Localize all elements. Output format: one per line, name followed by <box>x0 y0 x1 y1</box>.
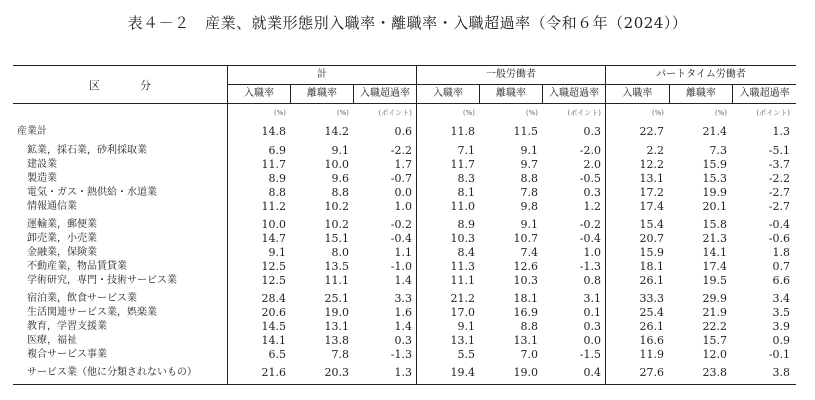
value-cell: -0.2 <box>579 218 601 231</box>
value-cell: 11.8 <box>450 125 475 138</box>
value-cell: 3.8 <box>772 366 790 379</box>
col-header: 入職超過率 <box>353 85 416 103</box>
value-cell: 10.0 <box>261 218 286 231</box>
row-label: 産業計 <box>17 126 47 137</box>
row-label: 金融業，保険業 <box>27 247 97 258</box>
group-header-total <box>227 66 416 103</box>
unit-cell: (%) <box>336 109 349 117</box>
row-label: 宿泊業，飲食サービス業 <box>27 293 137 304</box>
value-cell: 14.7 <box>261 232 286 245</box>
value-cell: 14.8 <box>261 125 286 138</box>
col-header: 入職率 <box>244 88 274 99</box>
value-cell: 11.1 <box>324 274 349 287</box>
data-table <box>13 65 796 385</box>
table-header <box>13 65 796 104</box>
value-cell: 8.8 <box>520 320 538 333</box>
unit-cell: (%) <box>651 109 664 117</box>
value-cell: 15.3 <box>702 172 727 185</box>
group-header-parttime <box>605 66 796 103</box>
unit-cell: (ポイント) <box>756 109 790 117</box>
group-name: 計 <box>228 66 416 85</box>
value-cell: 14.1 <box>261 334 286 347</box>
row-label: 電気・ガス・熱供給・水道業 <box>27 187 157 198</box>
value-cell: 0.7 <box>772 260 790 273</box>
table-row <box>13 292 796 306</box>
value-cell: 3.9 <box>772 320 790 333</box>
value-cell: 0.4 <box>583 366 601 379</box>
value-cell: -0.4 <box>768 218 790 231</box>
value-cell: 14.1 <box>702 246 727 259</box>
value-cell: -3.7 <box>768 158 790 171</box>
value-cell: 0.8 <box>583 274 601 287</box>
value-cell: 3.4 <box>772 292 790 305</box>
value-cell: 1.0 <box>394 200 412 213</box>
value-cell: 15.1 <box>324 232 349 245</box>
value-cell: 13.8 <box>324 334 349 347</box>
col-header: 入職率 <box>433 88 463 99</box>
value-cell: 1.8 <box>772 246 790 259</box>
value-cell: -2.7 <box>768 186 790 199</box>
table-title: 表４－２ 産業、就業形態別入職率・離職率・入職超過率（令和６年（2024）） <box>127 14 688 32</box>
col-header: 入職率 <box>622 88 653 99</box>
value-cell: 25.1 <box>324 292 349 305</box>
value-cell: 19.9 <box>702 186 727 199</box>
value-cell: 23.8 <box>702 366 727 379</box>
value-cell: 10.7 <box>513 232 538 245</box>
value-cell: 15.9 <box>639 246 664 259</box>
table-row <box>13 274 796 288</box>
value-cell: 20.1 <box>702 200 727 213</box>
table-row <box>13 124 796 140</box>
value-cell: 11.9 <box>639 348 664 361</box>
value-cell: 19.0 <box>513 366 538 379</box>
row-label: 生活関連サービス業，娯楽業 <box>27 307 157 318</box>
table-row <box>13 218 796 232</box>
value-cell: 8.8 <box>331 186 349 199</box>
value-cell: 1.3 <box>394 366 412 379</box>
value-cell: 12.6 <box>513 260 538 273</box>
value-cell: -2.2 <box>768 172 790 185</box>
row-label: 卸売業，小売業 <box>27 233 97 244</box>
value-cell: 1.0 <box>583 246 601 259</box>
value-cell: -5.1 <box>768 144 790 157</box>
col-header: 離職率 <box>290 85 353 103</box>
table-row <box>13 306 796 320</box>
value-cell: 0.3 <box>583 125 601 138</box>
col-header: 離職率 <box>669 85 733 103</box>
row-label: 運輸業，郵便業 <box>27 219 97 230</box>
value-cell: 0.9 <box>772 334 790 347</box>
value-cell: 18.1 <box>513 292 538 305</box>
value-cell: 8.8 <box>268 186 286 199</box>
value-cell: 21.4 <box>702 125 727 138</box>
row-label: 学術研究，専門・技術サービス業 <box>27 275 177 286</box>
col-header: 入職超過率 <box>732 85 796 103</box>
value-cell: 8.8 <box>520 172 538 185</box>
value-cell: 1.6 <box>394 306 412 319</box>
row-label: 教育，学習支援業 <box>27 321 107 332</box>
value-cell: 6.9 <box>268 144 286 157</box>
value-cell: -0.5 <box>579 172 601 185</box>
value-cell: 0.0 <box>394 186 412 199</box>
value-cell: 12.0 <box>702 348 727 361</box>
value-cell: 8.9 <box>268 172 286 185</box>
value-cell: 15.8 <box>702 218 727 231</box>
value-cell: 7.4 <box>520 246 538 259</box>
value-cell: 11.7 <box>450 158 475 171</box>
group-name: 一般労働者 <box>417 66 605 85</box>
value-cell: 12.5 <box>261 260 286 273</box>
value-cell: 9.1 <box>331 144 349 157</box>
value-cell: -0.4 <box>390 232 412 245</box>
value-cell: 2.2 <box>646 144 664 157</box>
value-cell: 0.3 <box>583 320 601 333</box>
group-name: パートタイム労働者 <box>606 66 796 85</box>
value-cell: 11.5 <box>513 125 538 138</box>
value-cell: 0.0 <box>583 334 601 347</box>
col-header: 入職超過率 <box>542 85 605 103</box>
value-cell: 11.2 <box>261 200 286 213</box>
value-cell: 13.1 <box>324 320 349 333</box>
unit-cell: (ポイント) <box>567 109 601 117</box>
table-row <box>13 260 796 274</box>
value-cell: 10.3 <box>450 232 475 245</box>
table-row <box>13 366 796 380</box>
kubun-header: 区分 <box>89 78 191 92</box>
value-cell: 6.6 <box>772 274 790 287</box>
value-cell: -0.1 <box>768 348 790 361</box>
value-cell: 17.0 <box>450 306 475 319</box>
value-cell: 20.7 <box>639 232 664 245</box>
value-cell: 19.0 <box>324 306 349 319</box>
value-cell: 22.7 <box>639 125 664 138</box>
value-cell: 9.1 <box>457 320 475 333</box>
value-cell: 26.1 <box>639 320 664 333</box>
value-cell: -0.6 <box>768 232 790 245</box>
table-row <box>13 348 796 362</box>
value-cell: 19.4 <box>450 366 475 379</box>
value-cell: 21.9 <box>702 306 727 319</box>
value-cell: 13.5 <box>324 260 349 273</box>
value-cell: 11.7 <box>261 158 286 171</box>
value-cell: 17.4 <box>639 200 664 213</box>
row-label: 製造業 <box>27 173 57 184</box>
value-cell: 9.6 <box>331 172 349 185</box>
table-row <box>13 158 796 172</box>
value-cell: 33.3 <box>639 292 664 305</box>
value-cell: 10.3 <box>513 274 538 287</box>
value-cell: 13.1 <box>450 334 475 347</box>
value-cell: 2.0 <box>583 158 601 171</box>
value-cell: 9.1 <box>268 246 286 259</box>
value-cell: 21.6 <box>261 366 286 379</box>
value-cell: 15.9 <box>702 158 727 171</box>
value-cell: -2.0 <box>579 144 601 157</box>
units-label <box>13 104 227 122</box>
table-row <box>13 232 796 246</box>
value-cell: 7.0 <box>520 348 538 361</box>
value-cell: 11.3 <box>450 260 475 273</box>
value-cell: 1.7 <box>394 158 412 171</box>
row-label: 不動産業，物品賃貸業 <box>27 261 127 272</box>
value-cell: 19.5 <box>702 274 727 287</box>
value-cell: 8.4 <box>457 246 475 259</box>
value-cell: 14.5 <box>261 320 286 333</box>
row-label: 情報通信業 <box>27 201 77 212</box>
value-cell: -2.7 <box>768 200 790 213</box>
value-cell: 9.1 <box>520 144 538 157</box>
value-cell: 18.1 <box>639 260 664 273</box>
value-cell: 22.2 <box>702 320 727 333</box>
unit-cell: (ポイント) <box>378 109 412 117</box>
value-cell: 8.0 <box>331 246 349 259</box>
value-cell: 21.2 <box>450 292 475 305</box>
col-header: 離職率 <box>479 85 542 103</box>
value-cell: 3.1 <box>583 292 601 305</box>
value-cell: 20.6 <box>261 306 286 319</box>
table-row <box>13 246 796 260</box>
value-cell: 16.9 <box>513 306 538 319</box>
value-cell: 10.2 <box>324 200 349 213</box>
value-cell: 29.9 <box>702 292 727 305</box>
value-cell: 1.3 <box>772 125 790 138</box>
value-cell: 13.1 <box>639 172 664 185</box>
unit-cell: (%) <box>714 109 727 117</box>
value-cell: 15.4 <box>639 218 664 231</box>
value-cell: 9.1 <box>520 218 538 231</box>
value-cell: -2.2 <box>390 144 412 157</box>
row-label: 複合サービス事業 <box>27 349 107 360</box>
value-cell: 7.8 <box>520 186 538 199</box>
value-cell: -0.4 <box>579 232 601 245</box>
value-cell: 7.1 <box>457 144 475 157</box>
value-cell: -1.3 <box>390 348 412 361</box>
unit-cell: (%) <box>525 109 538 117</box>
table-row <box>13 320 796 334</box>
value-cell: 9.7 <box>520 158 538 171</box>
table-row <box>13 200 796 214</box>
units-row <box>13 104 796 122</box>
value-cell: 0.3 <box>583 186 601 199</box>
value-cell: 17.2 <box>639 186 664 199</box>
value-cell: -0.7 <box>390 172 412 185</box>
value-cell: 1.4 <box>394 320 412 333</box>
row-label: サービス業（他に分類されないもの） <box>27 367 197 378</box>
value-cell: 1.4 <box>394 274 412 287</box>
value-cell: -1.0 <box>390 260 412 273</box>
value-cell: 15.7 <box>702 334 727 347</box>
table-row <box>13 334 796 348</box>
value-cell: -1.5 <box>579 348 601 361</box>
row-label: 医療，福祉 <box>27 335 77 346</box>
value-cell: 3.5 <box>772 306 790 319</box>
value-cell: 6.5 <box>268 348 286 361</box>
value-cell: 8.3 <box>457 172 475 185</box>
value-cell: 12.2 <box>639 158 664 171</box>
row-label: 鉱業，採石業，砂利採取業 <box>27 145 147 156</box>
unit-cell: (%) <box>273 109 286 117</box>
value-cell: 9.8 <box>520 200 538 213</box>
table-row <box>13 144 796 158</box>
value-cell: 10.2 <box>324 218 349 231</box>
value-cell: 25.4 <box>639 306 664 319</box>
value-cell: 8.9 <box>457 218 475 231</box>
value-cell: 7.8 <box>331 348 349 361</box>
value-cell: 0.3 <box>394 334 412 347</box>
value-cell: 12.5 <box>261 274 286 287</box>
value-cell: 1.2 <box>583 200 601 213</box>
value-cell: 10.0 <box>324 158 349 171</box>
group-header-general <box>416 66 605 103</box>
value-cell: 1.1 <box>394 246 412 259</box>
value-cell: 27.6 <box>639 366 664 379</box>
value-cell: 26.1 <box>639 274 664 287</box>
value-cell: -1.3 <box>579 260 601 273</box>
value-cell: 21.3 <box>702 232 727 245</box>
unit-cell: (%) <box>462 109 475 117</box>
value-cell: 3.3 <box>394 292 412 305</box>
table-row <box>13 172 796 186</box>
value-cell: 20.3 <box>324 366 349 379</box>
value-cell: 7.3 <box>709 144 727 157</box>
table-row <box>13 186 796 200</box>
value-cell: 0.6 <box>394 125 412 138</box>
value-cell: 5.5 <box>457 348 475 361</box>
table-body <box>13 104 796 385</box>
value-cell: 0.1 <box>583 306 601 319</box>
value-cell: -0.2 <box>390 218 412 231</box>
value-cell: 13.1 <box>513 334 538 347</box>
row-label: 建設業 <box>27 159 57 170</box>
value-cell: 14.2 <box>324 125 349 138</box>
value-cell: 11.1 <box>450 274 475 287</box>
value-cell: 16.6 <box>639 334 664 347</box>
value-cell: 8.1 <box>457 186 475 199</box>
value-cell: 11.0 <box>450 200 475 213</box>
value-cell: 17.4 <box>702 260 727 273</box>
value-cell: 28.4 <box>261 292 286 305</box>
